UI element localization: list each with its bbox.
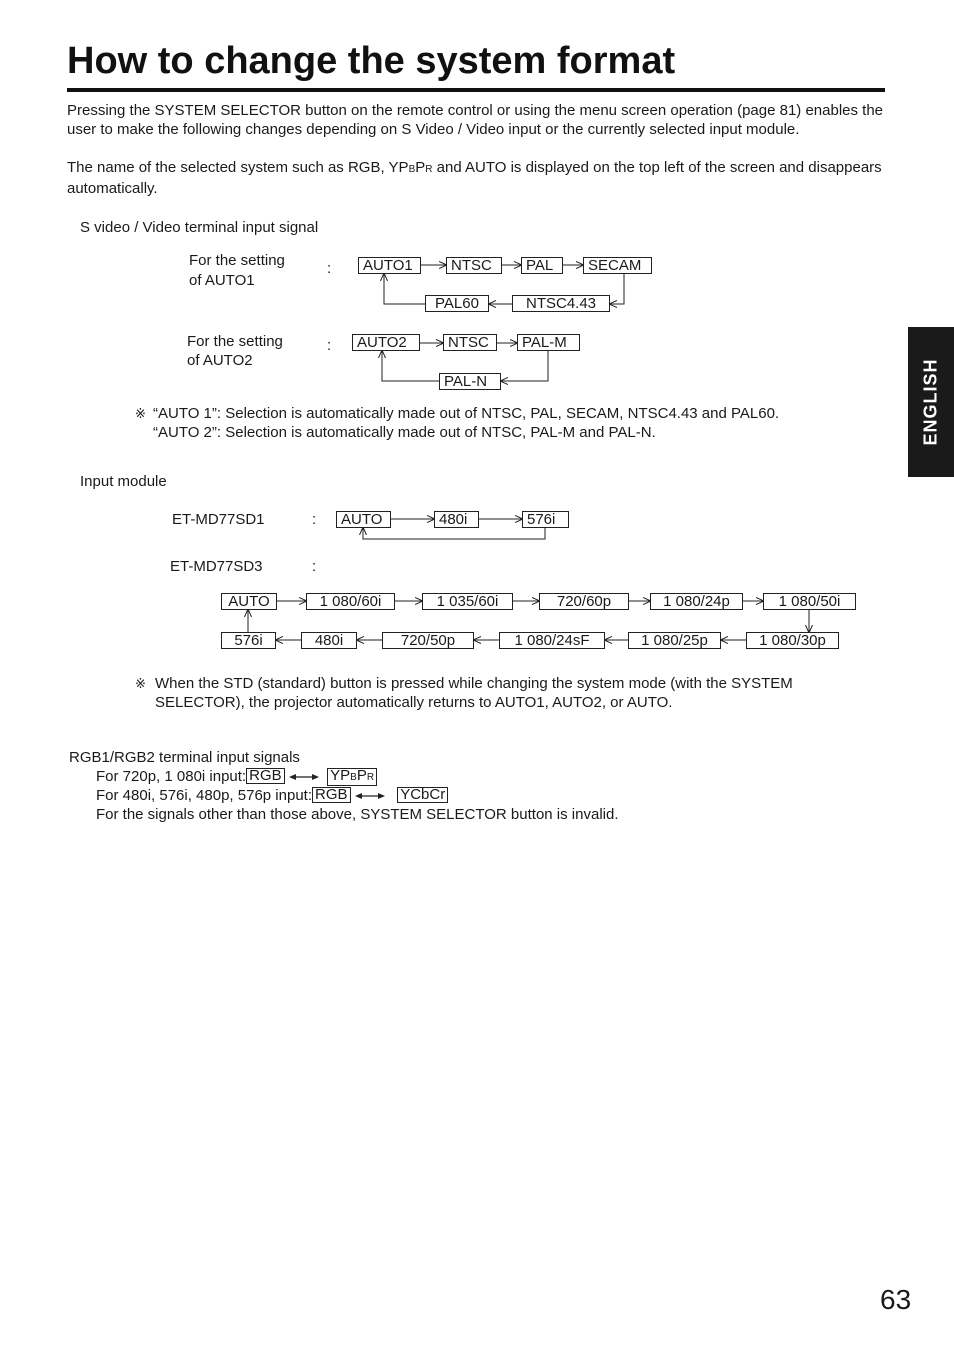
sd3-1080-50i-box: 1 080/50i	[763, 593, 856, 610]
sd3-720-50p-box: 720/50p	[382, 632, 474, 649]
rgb-line1: For 720p, 1 080i input: RGB YPBPR	[96, 767, 377, 786]
auto1-pal-box: PAL	[521, 257, 563, 274]
sd3-720-60p-box: 720/60p	[539, 593, 629, 610]
auto2-label-line2: of AUTO2	[187, 352, 253, 369]
rgb-box-1: RGB	[246, 768, 285, 784]
auto2-paln-box: PAL-N	[439, 373, 501, 390]
sd3-1080-25p-box: 1 080/25p	[628, 632, 721, 649]
language-tab: ENGLISH	[908, 327, 954, 477]
sd3-colon: :	[312, 558, 317, 575]
sd1-auto-box: AUTO	[336, 511, 391, 528]
sd1-480i-box: 480i	[434, 511, 479, 528]
auto1-label-line1: For the setting	[189, 252, 285, 269]
sd1-colon: :	[312, 511, 317, 528]
rgb-heading: RGB1/RGB2 terminal input signals	[69, 749, 300, 766]
auto2-box: AUTO2	[352, 334, 420, 351]
module-note-line1: When the STD (standard) button is pressed while changing the system mode (with the SYSTEM	[155, 675, 793, 692]
auto1-pal60-box: PAL60	[425, 295, 489, 312]
sd3-label: ET-MD77SD3	[170, 558, 263, 575]
auto2-label-line1: For the setting	[187, 333, 283, 350]
sd1-576i-box: 576i	[522, 511, 569, 528]
intro-paragraph-1: Pressing the SYSTEM SELECTOR button on the remote control or using the menu screen operation (page 81) enables the user to make the following changes depending on S Video / Video input or the currently selected input module.	[67, 102, 884, 138]
module-note-line2: SELECTOR), the projector automatically returns to AUTO1, AUTO2, or AUTO.	[155, 694, 673, 711]
svideo-note-2: “AUTO 2”: Selection is automatically made out of NTSC, PAL-M and PAL-N.	[153, 424, 656, 441]
auto1-box: AUTO1	[358, 257, 421, 274]
auto1-ntsc443-box: NTSC4.43	[512, 295, 610, 312]
sd1-label: ET-MD77SD1	[172, 511, 265, 528]
arrow-pal60-auto1	[384, 274, 425, 304]
sd3-1035-60i-box: 1 035/60i	[422, 593, 513, 610]
svideo-note-1: “AUTO 1”: Selection is automatically made out of NTSC, PAL, SECAM, NTSC4.43 and PAL60.	[153, 405, 780, 422]
auto2-colon: :	[327, 337, 332, 354]
page-title: How to change the system format	[67, 40, 676, 82]
arrow-sd1-576i-auto	[363, 528, 545, 539]
auto1-colon: :	[327, 260, 332, 277]
page-number: 63	[880, 1284, 912, 1315]
sd3-1080-60i-box: 1 080/60i	[306, 593, 395, 610]
svideo-note-mark: ※	[135, 406, 146, 421]
rgb-box-2: RGB	[312, 787, 351, 803]
ycbcr-box: YCbCr	[397, 787, 448, 803]
sd3-1080-30p-box: 1 080/30p	[746, 632, 839, 649]
auto1-secam-box: SECAM	[583, 257, 652, 274]
rgb-line3: For the signals other than those above, SYSTEM SELECTOR button is invalid.	[96, 806, 619, 823]
module-note-mark: ※	[135, 676, 146, 691]
auto2-ntsc-box: NTSC	[443, 334, 497, 351]
auto2-palm-box: PAL-M	[517, 334, 580, 351]
auto1-ntsc-box: NTSC	[446, 257, 502, 274]
auto1-label-line2: of AUTO1	[189, 272, 255, 289]
rgb-line2: For 480i, 576i, 480p, 576p input: RGB YCbCr	[96, 786, 448, 805]
arrow-palm-paln	[501, 351, 548, 381]
module-heading: Input module	[80, 473, 167, 490]
arrow-paln-auto2	[382, 351, 439, 381]
sd3-480i-box: 480i	[301, 632, 357, 649]
svideo-heading: S video / Video terminal input signal	[80, 219, 319, 236]
ypbpr-box: YPBPR	[327, 768, 377, 786]
sd3-1080-24p-box: 1 080/24p	[650, 593, 743, 610]
arrow-secam-ntsc443	[610, 274, 624, 304]
sd3-576i-box: 576i	[221, 632, 276, 649]
sd3-1080-24sf-box: 1 080/24sF	[499, 632, 605, 649]
intro-paragraph-2: The name of the selected system such as RGB, YPBPR and AUTO is displayed on the top left of the screen and disappears automatically.	[67, 159, 882, 197]
sd3-auto-box: AUTO	[221, 593, 277, 610]
